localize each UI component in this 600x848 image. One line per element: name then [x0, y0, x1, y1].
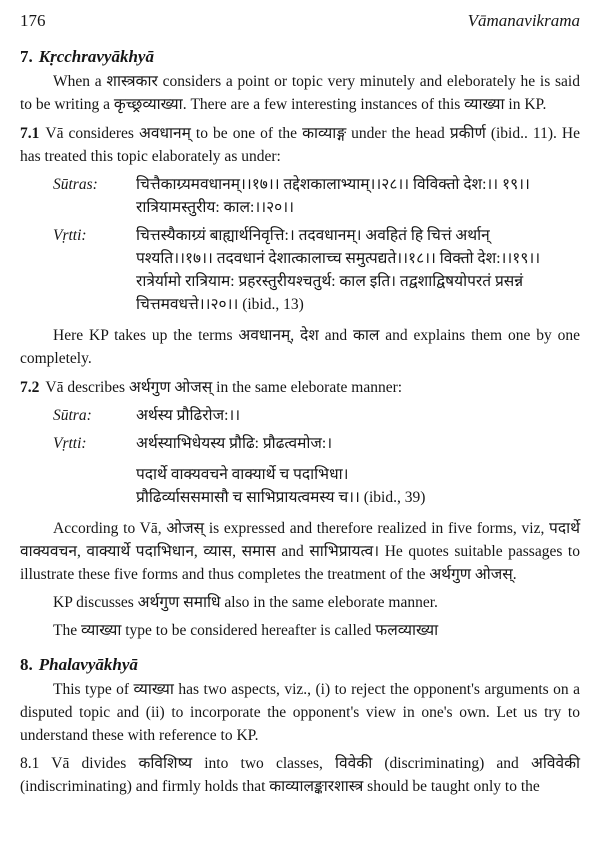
- sutras-line: चित्तैकाग्र्यमवधानम्।।१७।। तद्देशकालाभ्याम्।।२८।। विविक्तो देश:।। १९।।: [136, 176, 530, 193]
- running-title: Vāmanavikrama: [467, 11, 580, 30]
- sutras-label: Sūtras:: [53, 176, 98, 193]
- page-header: [20, 8, 580, 34]
- subsection-number: 7.1: [20, 125, 40, 142]
- vrtti-label: Vṛtti:: [53, 227, 87, 244]
- section-number: 8.: [20, 655, 33, 674]
- vrtti-line: चित्तमवधत्ते।।२०।। (ibid., 13): [136, 296, 304, 313]
- subsection-text: Vā consideres अवधानम् to be one of the काव्याङ्ग under the head प्रकीर्ण (ibid.. 11). He has treated this topic elaborately as under:: [20, 125, 580, 165]
- paragraph: KP discusses अर्थगुण समाधि also in the same eleborate manner.: [53, 594, 438, 611]
- subsection-number: 7.2: [20, 379, 40, 396]
- sutra-line: अर्थस्य प्रौढिरोज:।।: [136, 407, 241, 424]
- paragraph: The व्याख्या type to be considered hereafter is called फलव्याख्या: [53, 622, 439, 639]
- section-7-intro: When a शास्त्रकार considers a point or topic very minutely and eleborately he is said to be writing a कृच्छ्रव्याख्या. There are a few interesting instances of this व्याख्या in KP.: [20, 73, 580, 113]
- vrtti-block: [20, 224, 580, 316]
- section-number: 7.: [20, 47, 33, 66]
- vrtti-line: रात्रेर्यामो रात्रियाम: प्रहरस्तुरीयश्चतुर्थ: काल इति। तद्वशाद्विषयोपरतं प्रसन्नं: [136, 273, 524, 290]
- vrtti-label: Vṛtti:: [53, 435, 87, 452]
- vrtti-line: पश्यति।।१७।। तदवधानं देशात्कालाच्च समुत्पद्यते।।१८।। विक्तो देश:।।१९।।: [136, 250, 541, 267]
- paragraph: Here KP takes up the terms अवधानम्, देश and काल and explains them one by one completely.: [20, 327, 580, 367]
- section-title: Kṛcchravyākhyā: [38, 47, 154, 66]
- sutra-label: Sūtra:: [53, 407, 92, 424]
- vrtti-line: पदार्थे वाक्यवचने वाक्यार्थे च पदाभिधा।: [136, 466, 349, 483]
- page-number: 176: [20, 11, 46, 30]
- subsection-7-2: [20, 376, 580, 399]
- section-8-heading: [20, 652, 580, 678]
- sutras-block: [20, 173, 580, 219]
- vrtti-block: [20, 432, 580, 509]
- vrtti-line: प्रौढिर्व्याससमासौ च साभिप्रायत्वमस्य च।। (ibid., 39): [136, 489, 426, 506]
- paragraph: According to Vā, ओजस् is expressed and therefore realized in five forms, viz, पदार्थे वाक्यवचन, वाक्यार्थे पदाभिधान, व्यास, समास and साभिप्रायत्व। He quotes suitable passages to illustrate these five forms and thus completes the treatment of the अर्थगुण ओजस्.: [20, 520, 580, 583]
- vrtti-line: चित्तस्यैकाग्र्यं बाह्यार्थनिवृत्ति:। तदवधानम्। अवहितं हि चित्तं अर्थान्: [136, 227, 490, 244]
- section-7-heading: [20, 44, 580, 70]
- section-title: Phalavyākhyā: [38, 655, 138, 674]
- sutras-line: रात्रियामस्तुरीय: काल:।।२०।।: [136, 199, 294, 216]
- vrtti-line: अर्थस्याभिधेयस्य प्रौढि: प्रौढत्वमोज:।: [136, 435, 333, 452]
- subsection-text: Vā describes अर्थगुण ओजस् in the same eleborate manner:: [45, 379, 403, 396]
- paragraph-8-1: 8.1 Vā divides कविशिष्य into two classes, विवेकी (discriminating) and अविवेकी (indiscriminating) and firmly holds that काव्यालङ्कारशास्त्र should be taught only to the: [20, 755, 580, 795]
- subsection-7-1: [20, 122, 580, 168]
- sutra-block: [20, 404, 580, 427]
- section-8-intro: This type of व्याख्या has two aspects, viz., (i) to reject the opponent's arguments on a disputed topic and (ii) to incorporate the opponent's view in one's own. Let us try to understand these with reference to KP.: [20, 681, 580, 744]
